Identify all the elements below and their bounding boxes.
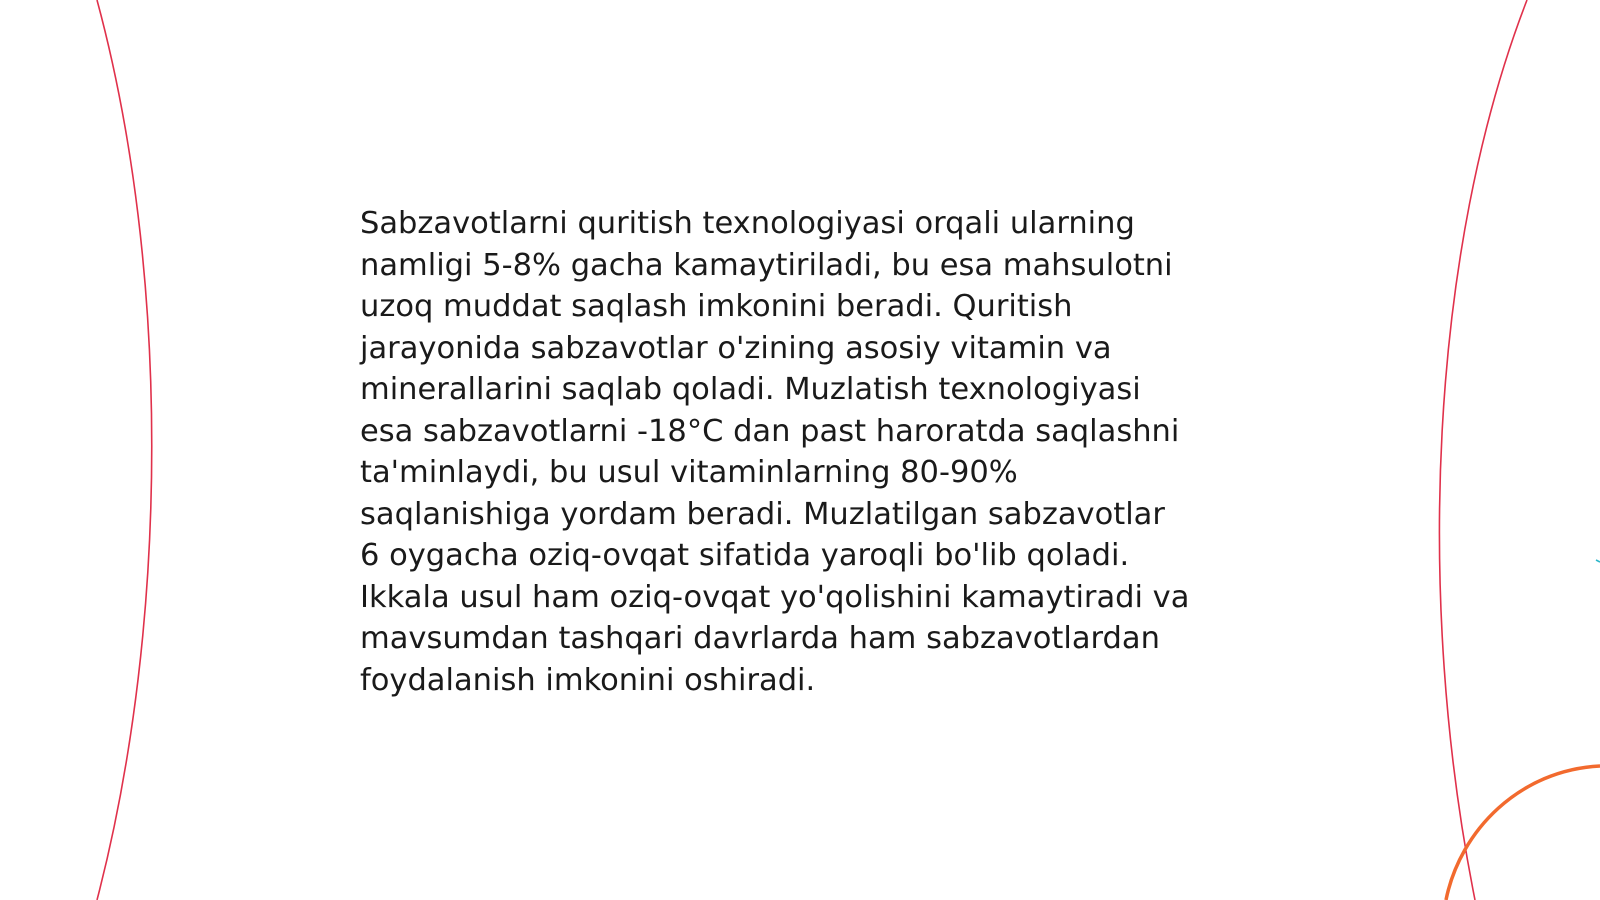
body-line: 6 oygacha oziq-ovqat sifatida yaroqli bo'lib qoladi. [360, 538, 1130, 573]
body-line: Ikkala usul ham oziq-ovqat yo'qolishini kamaytiradi va [360, 579, 1190, 615]
body-paragraph [360, 203, 1240, 701]
body-line: minerallarini saqlab qoladi. Muzlatish texnologiyasi [360, 372, 1141, 407]
body-line: saqlanishiga yordam beradi. Muzlatilgan sabzavotlar [360, 496, 1165, 532]
body-line: mavsumdan tashqari davrlarda ham sabzavotlardan [360, 621, 1160, 656]
body-line: namligi 5-8% gacha kamaytiriladi, bu esa mahsulotni [360, 247, 1173, 283]
body-line: foydalanish imkonini oshiradi. [360, 662, 816, 698]
right-red-curve [1439, 0, 1527, 900]
body-line: esa sabzavotlarni -18°C dan past haroratda saqlashni [360, 413, 1180, 449]
body-line: Sabzavotlarni quritish texnologiyasi orqali ularning [360, 206, 1135, 241]
body-line: ta'minlaydi, bu usul vitaminlarning 80-90% [360, 455, 1018, 490]
orange-arc [1446, 766, 1600, 900]
teal-accent-mark [1596, 560, 1600, 562]
body-line: uzoq muddat saqlash imkonini beradi. Quritish [360, 289, 1073, 324]
body-line: jarayonida sabzavotlar o'zining asosiy vitamin va [360, 330, 1112, 366]
left-red-curve [97, 0, 152, 900]
